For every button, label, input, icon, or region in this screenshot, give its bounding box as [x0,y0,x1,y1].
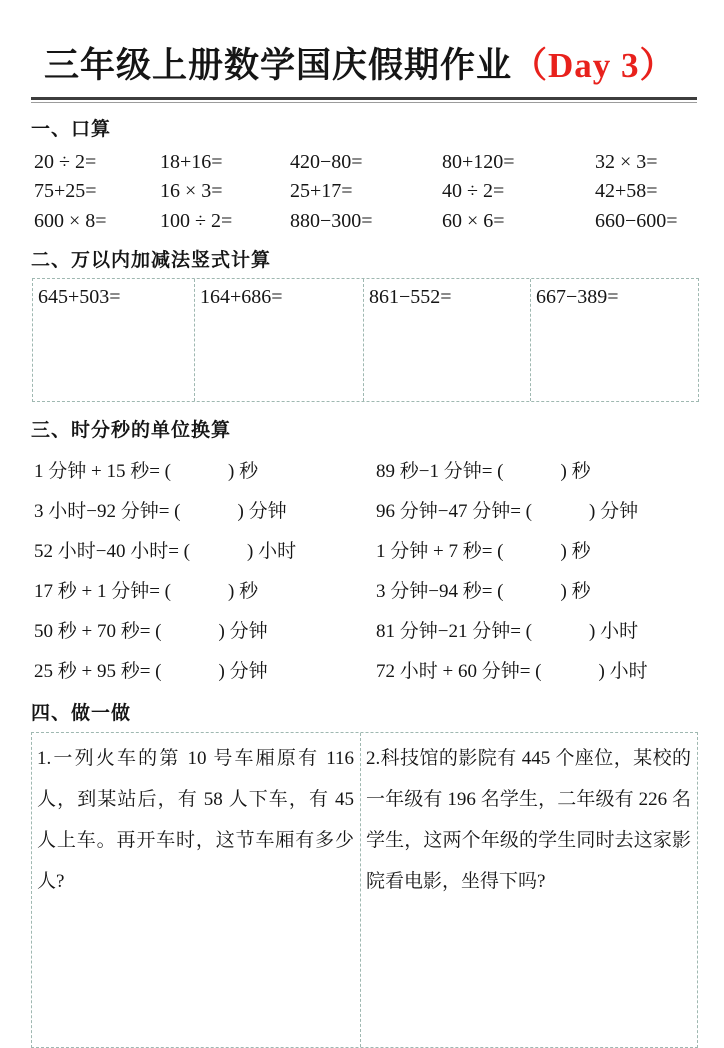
oral-problem: 80+120= [442,150,515,173]
vertical-calc-problem: 861−552= [369,286,452,309]
conversion-problem: 1 分钟 + 15 秒= ( ) 秒 [34,461,259,483]
conversion-problem: 3 小时−92 分钟= ( ) 分钟 [34,501,287,523]
conversion-problem: 89 秒−1 分钟= ( ) 秒 [376,461,591,483]
page-title-black: 三年级上册数学国庆假期作业 [44,46,513,85]
oral-problem: 20 ÷ 2= [34,150,97,173]
conversion-problem: 96 分钟−47 分钟= ( ) 分钟 [376,501,639,523]
section-heading-word-problems: 四、做一做 [31,703,132,725]
vertical-calc-cell [531,279,698,401]
vertical-calc-problem: 645+503= [38,286,121,309]
oral-problem: 100 ÷ 2= [160,209,233,232]
page-title [31,44,697,88]
vertical-calc-cell [195,279,364,401]
conversion-grid [31,452,697,692]
oral-problem: 60 × 6= [442,209,505,232]
page-title-day-badge: （Day 3） [512,46,676,85]
vertical-calc-table [32,278,699,402]
word-problem-cell [361,733,697,1047]
conversion-problem: 81 分钟−21 分钟= ( ) 小时 [376,621,639,643]
word-problem-text: 1.一列火车的第 10 号车厢原有 116 人，到某站后，有 58 人下车，有 45 人上车。再开车时，这节车厢有多少人? [37,748,354,893]
conversion-problem: 72 小时 + 60 分钟= ( ) 小时 [376,661,648,683]
oral-problem: 660−600= [595,209,678,232]
oral-problem: 42+58= [595,180,658,203]
title-divider-rule [31,97,697,103]
vertical-calc-problem: 667−389= [536,286,619,309]
oral-problem: 600 × 8= [34,209,107,232]
conversion-problem: 17 秒 + 1 分钟= ( ) 秒 [34,581,259,603]
conversion-problem: 25 秒 + 95 秒= ( ) 分钟 [34,661,268,683]
word-problem-text: 2.科技馆的影院有 445 个座位，某校的一年级有 196 名学生，二年级有 226 名学生，这两个年级的学生同时去这家影院看电影，坐得下吗? [366,748,691,893]
conversion-problem: 3 分钟−94 秒= ( ) 秒 [376,581,591,603]
oral-problem: 420−80= [290,150,363,173]
oral-problem: 32 × 3= [595,150,658,173]
conversion-problem: 50 秒 + 70 秒= ( ) 分钟 [34,621,268,643]
oral-problem: 16 × 3= [160,180,223,203]
conversion-problem: 52 小时−40 小时= ( ) 小时 [34,541,297,563]
vertical-calc-cell [33,279,195,401]
word-problem-box [31,732,698,1048]
oral-problem-grid [31,148,697,237]
section-heading-conversion: 三、时分秒的单位换算 [31,420,232,442]
oral-problem: 75+25= [34,180,97,203]
oral-problem: 880−300= [290,209,373,232]
vertical-calc-problem: 164+686= [200,286,283,309]
oral-problem: 18+16= [160,150,223,173]
conversion-problem: 1 分钟 + 7 秒= ( ) 秒 [376,541,591,563]
section-heading-oral: 一、口算 [31,118,112,140]
oral-problem: 25+17= [290,180,353,203]
section-heading-vertical-calc: 二、万以内加减法竖式计算 [31,250,272,272]
oral-problem: 40 ÷ 2= [442,180,505,203]
word-problem-cell [32,733,361,1047]
vertical-calc-cell [364,279,531,401]
